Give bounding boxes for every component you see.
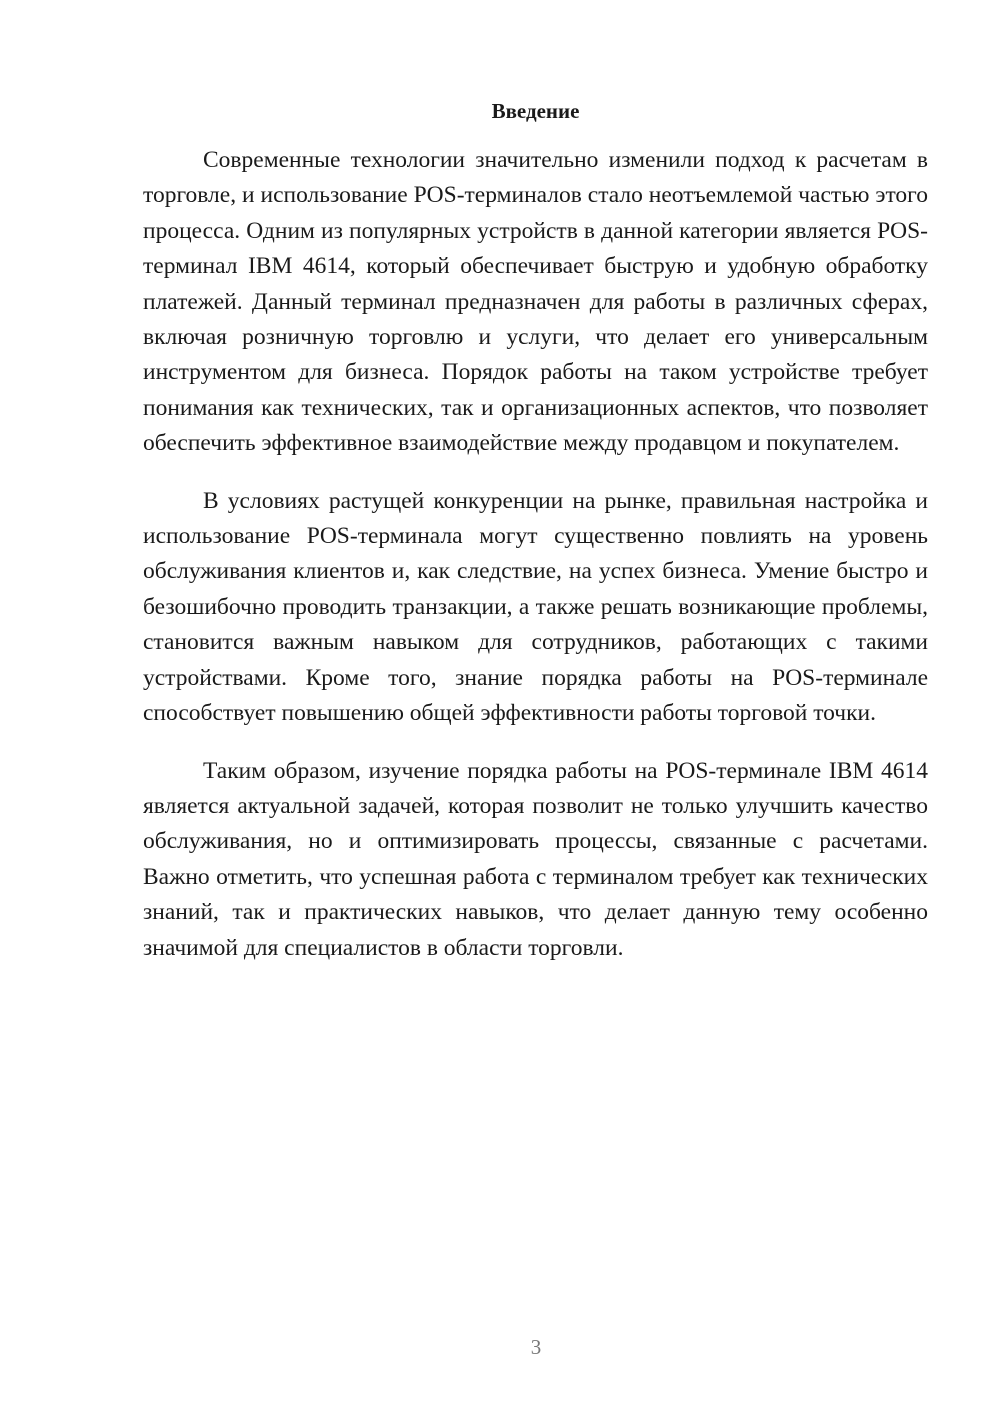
paragraph-3: Таким образом, изучение порядка работы на POS-терминале IBM 4614 является актуальной задачей, которая позволит не только улучшить качество обслуживания, но и оптимизировать процессы, связанные с расчетами. Важно отметить, что успешная работа с терминалом требует как технических знаний, так и практических навыков, что делает данную тему особенно значимой для специалистов в области торговли. [143,757,928,961]
paragraph-2: В условиях растущей конкуренции на рынке, правильная настройка и использование POS-терминала могут существенно повлиять на уровень обслуживания клиентов и, как следствие, на успех бизнеса. Умение быстро и безошибочно проводить транзакции, а также решать возникающие проблемы, становится важным навыком для сотрудников, работающих с такими устройствами. Кроме того, знание порядка работы на POS-терминале способствует повышению общей эффективности работы торговой точки. [143,487,928,727]
page-number: 3 [530,1335,542,1359]
section-title: Введение [491,99,580,123]
body-text [143,143,928,988]
paragraph-1: Современные технологии значительно изменили подход к расчетам в торговле, и использование POS-терминалов стало неотъемлемой частью этого процесса. Одним из популярных устройств в данной категории является POS-терминал IBM 4614, который обеспечивает быструю и удобную обработку платежей. Данный терминал предназначен для работы в различных сферах, включая розничную торговлю и услуги, что делает его универсальным инструментом для бизнеса. Порядок работы на таком устройстве требует понимания как технических, так и организационных аспектов, что позволяет обеспечить эффективное взаимодействие между продавцом и покупателем. [143,147,928,457]
